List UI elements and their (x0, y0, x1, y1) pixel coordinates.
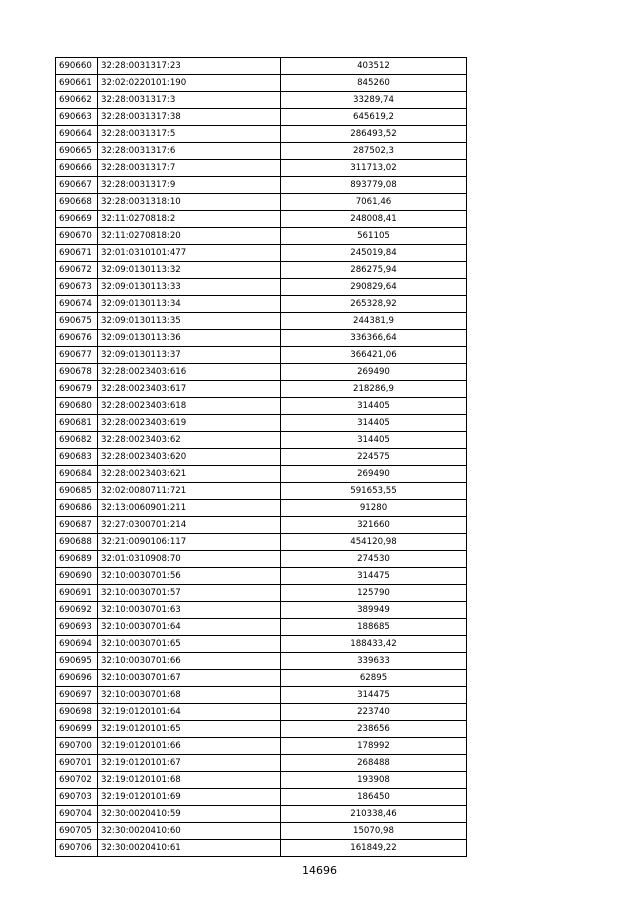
value-cell: 286275,94 (281, 262, 467, 279)
row-id-cell: 690686 (56, 500, 98, 517)
value-cell: 321660 (281, 517, 467, 534)
row-id-cell: 690679 (56, 381, 98, 398)
row-id-cell: 690700 (56, 738, 98, 755)
row-id-cell: 690660 (56, 58, 98, 75)
row-id-cell: 690669 (56, 211, 98, 228)
table-row (56, 687, 467, 704)
cadastral-number-cell: 32:19:0120101:65 (98, 721, 281, 738)
cadastral-number-cell: 32:09:0130113:35 (98, 313, 281, 330)
cadastral-number-cell: 32:09:0130113:37 (98, 347, 281, 364)
value-cell: 645619,2 (281, 109, 467, 126)
table-row (56, 466, 467, 483)
value-cell: 366421,06 (281, 347, 467, 364)
value-cell: 269490 (281, 466, 467, 483)
table-row (56, 126, 467, 143)
row-id-cell: 690677 (56, 347, 98, 364)
cadastral-number-cell: 32:02:0080711:721 (98, 483, 281, 500)
table-row (56, 568, 467, 585)
cadastral-number-cell: 32:10:0030701:57 (98, 585, 281, 602)
table-row (56, 789, 467, 806)
table-row (56, 296, 467, 313)
row-id-cell: 690685 (56, 483, 98, 500)
value-cell: 7061,46 (281, 194, 467, 211)
cadastral-number-cell: 32:10:0030701:56 (98, 568, 281, 585)
value-cell: 314405 (281, 432, 467, 449)
cadastral-number-cell: 32:28:0023403:616 (98, 364, 281, 381)
value-cell: 238656 (281, 721, 467, 738)
value-cell: 248008,41 (281, 211, 467, 228)
table-row (56, 381, 467, 398)
row-id-cell: 690690 (56, 568, 98, 585)
table-row (56, 75, 467, 92)
row-id-cell: 690674 (56, 296, 98, 313)
value-cell: 33289,74 (281, 92, 467, 109)
cadastral-number-cell: 32:28:0023403:617 (98, 381, 281, 398)
table-row (56, 228, 467, 245)
cadastral-number-cell: 32:01:0310908:70 (98, 551, 281, 568)
table-row (56, 483, 467, 500)
row-id-cell: 690673 (56, 279, 98, 296)
cadastral-number-cell: 32:28:0031317:9 (98, 177, 281, 194)
value-cell: 244381,9 (281, 313, 467, 330)
value-cell: 161849,22 (281, 840, 467, 857)
cadastral-number-cell: 32:19:0120101:67 (98, 755, 281, 772)
cadastral-number-cell: 32:19:0120101:68 (98, 772, 281, 789)
row-id-cell: 690683 (56, 449, 98, 466)
value-cell: 91280 (281, 500, 467, 517)
table-row (56, 585, 467, 602)
table-row (56, 653, 467, 670)
cadastral-number-cell: 32:28:0031317:38 (98, 109, 281, 126)
value-cell: 245019,84 (281, 245, 467, 262)
cadastral-number-cell: 32:19:0120101:64 (98, 704, 281, 721)
row-id-cell: 690695 (56, 653, 98, 670)
table-row (56, 330, 467, 347)
value-cell: 336366,64 (281, 330, 467, 347)
table-row (56, 619, 467, 636)
cadastral-number-cell: 32:30:0020410:60 (98, 823, 281, 840)
row-id-cell: 690681 (56, 415, 98, 432)
value-cell: 62895 (281, 670, 467, 687)
row-id-cell: 690688 (56, 534, 98, 551)
value-cell: 186450 (281, 789, 467, 806)
row-id-cell: 690676 (56, 330, 98, 347)
table-row (56, 500, 467, 517)
table-row (56, 738, 467, 755)
table-row (56, 279, 467, 296)
cadastral-number-cell: 32:30:0020410:59 (98, 806, 281, 823)
table-row (56, 806, 467, 823)
table-row (56, 347, 467, 364)
cadastral-number-cell: 32:10:0030701:63 (98, 602, 281, 619)
cadastral-number-cell: 32:28:0023403:618 (98, 398, 281, 415)
cadastral-number-cell: 32:28:0031317:7 (98, 160, 281, 177)
table-row (56, 636, 467, 653)
row-id-cell: 690691 (56, 585, 98, 602)
row-id-cell: 690699 (56, 721, 98, 738)
value-cell: 591653,55 (281, 483, 467, 500)
cadastral-number-cell: 32:11:0270818:2 (98, 211, 281, 228)
value-cell: 15070,98 (281, 823, 467, 840)
row-id-cell: 690668 (56, 194, 98, 211)
table-row (56, 109, 467, 126)
table-row (56, 194, 467, 211)
table-row (56, 262, 467, 279)
value-cell: 893779,08 (281, 177, 467, 194)
row-id-cell: 690667 (56, 177, 98, 194)
value-cell: 210338,46 (281, 806, 467, 823)
cadastral-number-cell: 32:09:0130113:34 (98, 296, 281, 313)
row-id-cell: 690704 (56, 806, 98, 823)
row-id-cell: 690703 (56, 789, 98, 806)
value-cell: 339633 (281, 653, 467, 670)
table-row (56, 415, 467, 432)
row-id-cell: 690689 (56, 551, 98, 568)
value-cell: 290829,64 (281, 279, 467, 296)
cadastral-number-cell: 32:10:0030701:68 (98, 687, 281, 704)
row-id-cell: 690698 (56, 704, 98, 721)
row-id-cell: 690693 (56, 619, 98, 636)
value-cell: 314475 (281, 568, 467, 585)
row-id-cell: 690705 (56, 823, 98, 840)
table-row (56, 704, 467, 721)
table-row (56, 721, 467, 738)
row-id-cell: 690665 (56, 143, 98, 160)
row-id-cell: 690662 (56, 92, 98, 109)
table-row (56, 670, 467, 687)
row-id-cell: 690696 (56, 670, 98, 687)
row-id-cell: 690701 (56, 755, 98, 772)
row-id-cell: 690666 (56, 160, 98, 177)
row-id-cell: 690670 (56, 228, 98, 245)
cadastral-number-cell: 32:01:0310101:477 (98, 245, 281, 262)
table-row (56, 92, 467, 109)
cadastral-number-cell: 32:28:0031317:5 (98, 126, 281, 143)
table-row (56, 823, 467, 840)
cadastral-number-cell: 32:28:0031317:3 (98, 92, 281, 109)
row-id-cell: 690702 (56, 772, 98, 789)
cadastral-number-cell: 32:09:0130113:36 (98, 330, 281, 347)
cadastral-number-cell: 32:10:0030701:65 (98, 636, 281, 653)
value-cell: 314405 (281, 415, 467, 432)
table-body (56, 58, 467, 857)
table-row (56, 449, 467, 466)
cadastral-number-cell: 32:10:0030701:64 (98, 619, 281, 636)
cadastral-number-cell: 32:19:0120101:66 (98, 738, 281, 755)
value-cell: 454120,98 (281, 534, 467, 551)
value-cell: 218286,9 (281, 381, 467, 398)
cadastral-number-cell: 32:10:0030701:66 (98, 653, 281, 670)
cadastral-number-cell: 32:28:0023403:620 (98, 449, 281, 466)
value-cell: 403512 (281, 58, 467, 75)
value-cell: 845260 (281, 75, 467, 92)
table-row (56, 160, 467, 177)
value-cell: 224575 (281, 449, 467, 466)
row-id-cell: 690663 (56, 109, 98, 126)
row-id-cell: 690694 (56, 636, 98, 653)
row-id-cell: 690684 (56, 466, 98, 483)
row-id-cell: 690706 (56, 840, 98, 857)
table-row (56, 398, 467, 415)
table-row (56, 772, 467, 789)
table-row (56, 143, 467, 160)
table-row (56, 177, 467, 194)
row-id-cell: 690680 (56, 398, 98, 415)
row-id-cell: 690664 (56, 126, 98, 143)
cadastral-number-cell: 32:10:0030701:67 (98, 670, 281, 687)
data-table (55, 57, 467, 857)
row-id-cell: 690671 (56, 245, 98, 262)
cadastral-number-cell: 32:02:0220101:190 (98, 75, 281, 92)
table-row (56, 364, 467, 381)
cadastral-number-cell: 32:11:0270818:20 (98, 228, 281, 245)
cadastral-number-cell: 32:28:0031317:6 (98, 143, 281, 160)
cadastral-number-cell: 32:30:0020410:61 (98, 840, 281, 857)
cadastral-number-cell: 32:28:0023403:62 (98, 432, 281, 449)
table-row (56, 245, 467, 262)
table-row (56, 432, 467, 449)
row-id-cell: 690692 (56, 602, 98, 619)
value-cell: 265328,92 (281, 296, 467, 313)
cadastral-number-cell: 32:19:0120101:69 (98, 789, 281, 806)
page-number: 14696 (302, 864, 337, 877)
cadastral-number-cell: 32:27:0300701:214 (98, 517, 281, 534)
row-id-cell: 690678 (56, 364, 98, 381)
cadastral-number-cell: 32:13:0060901:211 (98, 500, 281, 517)
cadastral-number-cell: 32:09:0130113:33 (98, 279, 281, 296)
cadastral-number-cell: 32:28:0031317:23 (98, 58, 281, 75)
cadastral-number-cell: 32:28:0031318:10 (98, 194, 281, 211)
row-id-cell: 690682 (56, 432, 98, 449)
value-cell: 274530 (281, 551, 467, 568)
row-id-cell: 690675 (56, 313, 98, 330)
value-cell: 314405 (281, 398, 467, 415)
table-row (56, 551, 467, 568)
value-cell: 188685 (281, 619, 467, 636)
table-row (56, 313, 467, 330)
table-row (56, 755, 467, 772)
table-row (56, 840, 467, 857)
table-row (56, 211, 467, 228)
value-cell: 268488 (281, 755, 467, 772)
cadastral-number-cell: 32:21:0090106:117 (98, 534, 281, 551)
table-row (56, 534, 467, 551)
value-cell: 286493,52 (281, 126, 467, 143)
table-row (56, 602, 467, 619)
table-row (56, 517, 467, 534)
value-cell: 311713,02 (281, 160, 467, 177)
value-cell: 188433,42 (281, 636, 467, 653)
value-cell: 287502,3 (281, 143, 467, 160)
value-cell: 314475 (281, 687, 467, 704)
row-id-cell: 690661 (56, 75, 98, 92)
cadastral-number-cell: 32:28:0023403:621 (98, 466, 281, 483)
row-id-cell: 690672 (56, 262, 98, 279)
row-id-cell: 690687 (56, 517, 98, 534)
table-row (56, 58, 467, 75)
value-cell: 389949 (281, 602, 467, 619)
value-cell: 269490 (281, 364, 467, 381)
value-cell: 178992 (281, 738, 467, 755)
value-cell: 223740 (281, 704, 467, 721)
value-cell: 561105 (281, 228, 467, 245)
value-cell: 193908 (281, 772, 467, 789)
cadastral-number-cell: 32:09:0130113:32 (98, 262, 281, 279)
cadastral-number-cell: 32:28:0023403:619 (98, 415, 281, 432)
value-cell: 125790 (281, 585, 467, 602)
row-id-cell: 690697 (56, 687, 98, 704)
